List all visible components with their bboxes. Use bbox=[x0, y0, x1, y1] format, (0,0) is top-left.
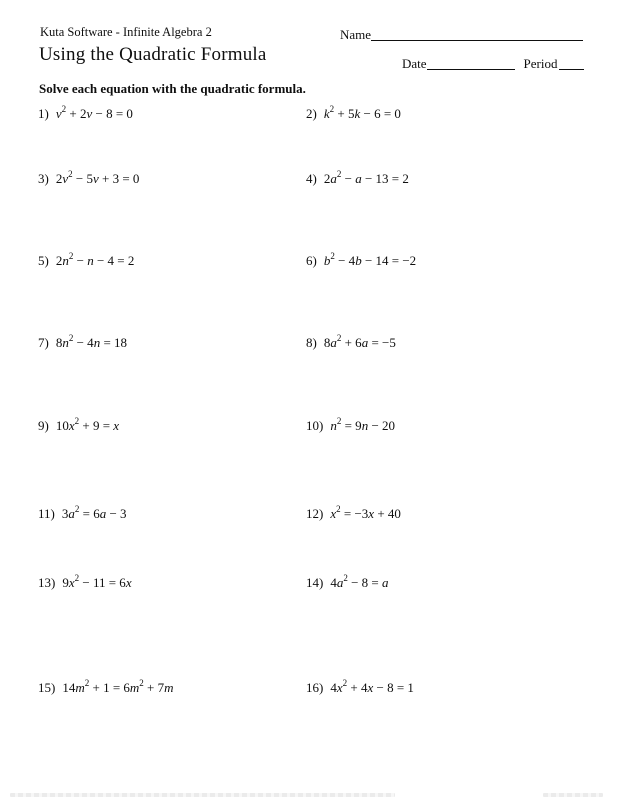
problem-number: 4) bbox=[306, 171, 317, 186]
problem-row bbox=[0, 332, 618, 355]
problem-item bbox=[38, 677, 174, 696]
problem-equation: $4x^2 + 4x - 8 = 1$ bbox=[330, 677, 414, 695]
problem-item bbox=[306, 332, 396, 351]
problem-equation: $x^2 = -3x + 40$ bbox=[330, 503, 401, 521]
problem-equation: $4a^2 - 8 = a$ bbox=[330, 572, 389, 590]
footer-cutoff-text-right bbox=[543, 793, 603, 797]
problem-equation: $b^2 - 4b - 14 = -2$ bbox=[323, 250, 417, 268]
period-label: Period bbox=[523, 56, 558, 72]
problem-equation: $9x^2 - 11 = 6x$ bbox=[62, 572, 132, 590]
problem-number: 11) bbox=[38, 506, 55, 521]
problem-equation: $2n^2 - n - 4 = 2$ bbox=[55, 250, 135, 268]
problem-item bbox=[306, 168, 409, 187]
problem-number: 10) bbox=[306, 418, 324, 433]
problem-equation: $8n^2 - 4n = 18$ bbox=[55, 332, 128, 350]
problem-item bbox=[38, 250, 135, 269]
problem-number: 13) bbox=[38, 575, 56, 590]
problem-number: 12) bbox=[306, 506, 324, 521]
problem-item bbox=[38, 168, 140, 187]
problem-number: 2) bbox=[306, 106, 317, 121]
problem-item bbox=[306, 250, 417, 269]
date-label: Date bbox=[402, 56, 427, 72]
problem-item bbox=[306, 572, 389, 591]
period-fill-line bbox=[559, 58, 584, 70]
problem-item bbox=[306, 677, 414, 696]
page-title: Using the Quadratic Formula bbox=[39, 44, 267, 65]
problem-item bbox=[306, 415, 396, 434]
problem-row bbox=[0, 503, 618, 526]
name-fill-line bbox=[371, 29, 583, 41]
problem-equation: $10x^2 + 9 = x$ bbox=[55, 415, 120, 433]
problem-row bbox=[0, 572, 618, 595]
problem-item bbox=[306, 103, 401, 122]
date-period-row bbox=[402, 56, 584, 72]
problem-row bbox=[0, 415, 618, 438]
problem-item bbox=[38, 103, 133, 122]
brand-line: Kuta Software - Infinite Algebra 2 bbox=[40, 25, 212, 39]
problem-number: 1) bbox=[38, 106, 49, 121]
problem-number: 5) bbox=[38, 253, 49, 268]
footer-cutoff-text-left bbox=[10, 793, 395, 797]
problem-item bbox=[38, 572, 132, 591]
problem-item bbox=[38, 503, 127, 522]
problem-number: 16) bbox=[306, 680, 324, 695]
problem-number: 3) bbox=[38, 171, 49, 186]
problem-equation: $k^2 + 5k - 6 = 0$ bbox=[323, 103, 401, 121]
problem-number: 6) bbox=[306, 253, 317, 268]
problem-equation: $14m^2 + 1 = 6m^2 + 7m$ bbox=[62, 677, 174, 695]
problem-row bbox=[0, 103, 618, 126]
name-row bbox=[340, 27, 583, 43]
problem-equation: $v^2 + 2v - 8 = 0$ bbox=[55, 103, 133, 121]
problem-equation: $n^2 = 9n - 20$ bbox=[330, 415, 396, 433]
problem-number: 8) bbox=[306, 335, 317, 350]
problem-equation: $2a^2 - a - 13 = 2$ bbox=[323, 168, 409, 186]
problem-number: 7) bbox=[38, 335, 49, 350]
problem-item bbox=[38, 415, 120, 434]
problem-item bbox=[306, 503, 401, 522]
problem-number: 9) bbox=[38, 418, 49, 433]
problem-equation: $8a^2 + 6a = -5$ bbox=[323, 332, 396, 350]
name-label: Name bbox=[340, 27, 372, 43]
problem-item bbox=[38, 332, 128, 351]
date-fill-line bbox=[427, 58, 515, 70]
instructions: Solve each equation with the quadratic formula. bbox=[39, 81, 306, 96]
problem-number: 15) bbox=[38, 680, 56, 695]
problem-row bbox=[0, 677, 618, 700]
problem-row bbox=[0, 168, 618, 191]
problem-equation: $3a^2 = 6a - 3$ bbox=[61, 503, 127, 521]
problem-number: 14) bbox=[306, 575, 324, 590]
problem-equation: $2v^2 - 5v + 3 = 0$ bbox=[55, 168, 140, 186]
problem-row bbox=[0, 250, 618, 273]
